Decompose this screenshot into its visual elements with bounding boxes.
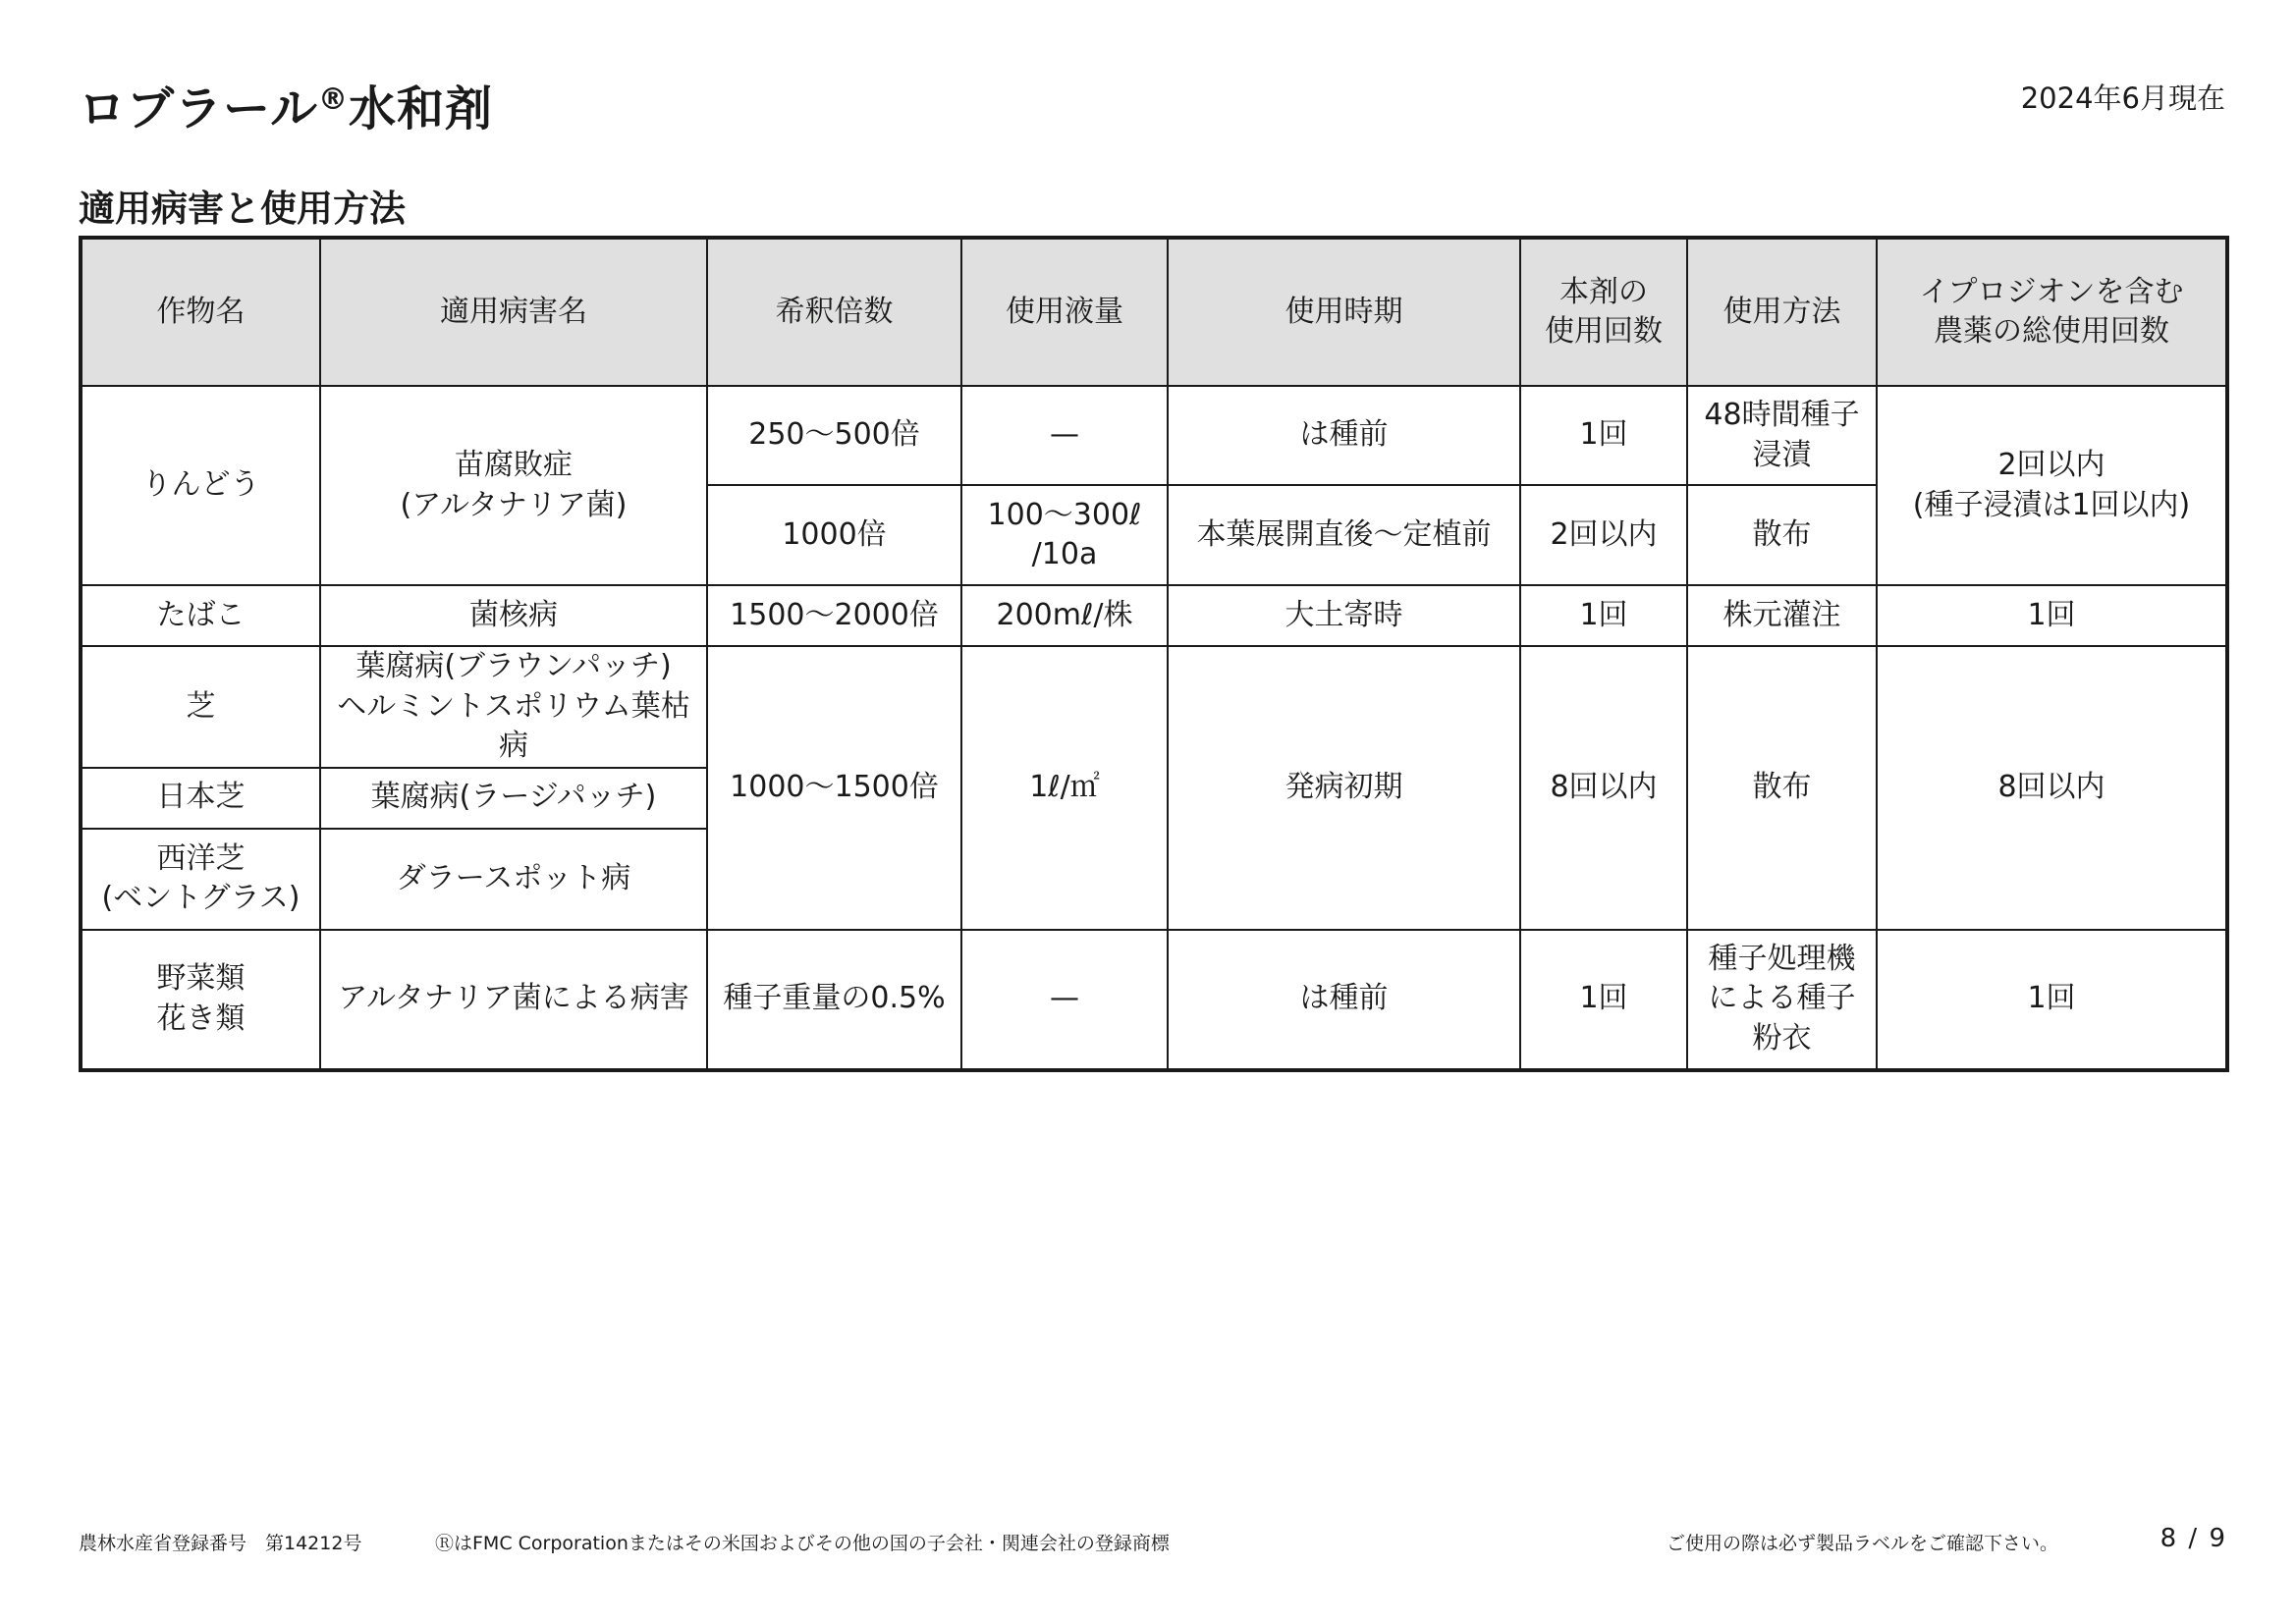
cell-total-count: 1回 [1877, 585, 2227, 646]
label-check-note: ご使用の際は必ず製品ラベルをご確認下さい。 [1667, 1533, 2059, 1554]
header-count: 本剤の 使用回数 [1520, 238, 1687, 386]
cell-crop: たばこ [81, 585, 320, 646]
cell-total-count: 2回以内 (種子浸漬は1回以内) [1877, 386, 2227, 585]
cell-dilution: 250〜500倍 [707, 386, 961, 485]
cell-timing: は種前 [1168, 386, 1520, 485]
cell-volume: 200mℓ/株 [961, 585, 1168, 646]
header-disease: 適用病害名 [320, 238, 707, 386]
cell-count: 1回 [1520, 585, 1687, 646]
as-of-date: 2024年6月現在 [2020, 81, 2225, 115]
cell-count: 1回 [1520, 386, 1687, 485]
header-timing: 使用時期 [1168, 238, 1520, 386]
cell-timing: 本葉展開直後〜定植前 [1168, 485, 1520, 585]
cell-timing: 発病初期 [1168, 646, 1520, 930]
cell-method: 48時間種子 浸漬 [1687, 386, 1877, 485]
header-method: 使用方法 [1687, 238, 1877, 386]
document-title [79, 71, 493, 138]
cell-count: 2回以内 [1520, 485, 1687, 585]
page-number: 8 / 9 [2159, 1524, 2227, 1553]
cell-timing: は種前 [1168, 930, 1520, 1070]
table-row [81, 386, 2227, 485]
cell-volume: — [961, 386, 1168, 485]
cell-dilution: 1000〜1500倍 [707, 646, 961, 930]
registered-mark: ® [318, 82, 350, 117]
cell-disease: 菌核病 [320, 585, 707, 646]
cell-total-count: 1回 [1877, 930, 2227, 1070]
cell-disease: 葉腐病(ブラウンパッチ) ヘルミントスポリウム葉枯病 [320, 646, 707, 768]
cell-volume: 1ℓ/㎡ [961, 646, 1168, 930]
cell-method: 株元灌注 [1687, 585, 1877, 646]
header-volume: 使用液量 [961, 238, 1168, 386]
cell-dilution: 1500〜2000倍 [707, 585, 961, 646]
cell-method: 散布 [1687, 646, 1877, 930]
registration-number: 農林水産省登録番号 第14212号 [79, 1533, 362, 1554]
table-header-row [81, 238, 2227, 386]
header-dilution: 希釈倍数 [707, 238, 961, 386]
cell-count: 8回以内 [1520, 646, 1687, 930]
section-title: 適用病害と使用方法 [79, 188, 406, 230]
cell-method: 散布 [1687, 485, 1877, 585]
cell-disease: アルタナリア菌による病害 [320, 930, 707, 1070]
cell-volume: — [961, 930, 1168, 1070]
cell-timing: 大土寄時 [1168, 585, 1520, 646]
header-total-count: イプロジオンを含む 農薬の総使用回数 [1877, 238, 2227, 386]
table-row [81, 646, 2227, 768]
cell-disease: ダラースポット病 [320, 829, 707, 930]
cell-crop: 日本芝 [81, 768, 320, 829]
cell-crop: 野菜類 花き類 [81, 930, 320, 1070]
trademark-notice: ⓇはFMC Corporationまたはその米国およびその他の国の子会社・関連会社の登録商標 [435, 1533, 1170, 1554]
title-tail: 水和剤 [349, 81, 494, 136]
cell-disease: 葉腐病(ラージパッチ) [320, 768, 707, 829]
title-main: ロブラール [79, 81, 319, 136]
cell-volume: 100〜300ℓ /10a [961, 485, 1168, 585]
cell-method: 種子処理機 による種子 粉衣 [1687, 930, 1877, 1070]
cell-dilution: 1000倍 [707, 485, 961, 585]
table-row [81, 585, 2227, 646]
cell-crop: 芝 [81, 646, 320, 768]
cell-crop: りんどう [81, 386, 320, 585]
cell-crop: 西洋芝 (ベントグラス) [81, 829, 320, 930]
cell-dilution: 種子重量の0.5% [707, 930, 961, 1070]
usage-table [79, 236, 2229, 1072]
table-row [81, 930, 2227, 1070]
header-crop: 作物名 [81, 238, 320, 386]
cell-disease: 苗腐敗症 (アルタナリア菌) [320, 386, 707, 585]
cell-count: 1回 [1520, 930, 1687, 1070]
cell-total-count: 8回以内 [1877, 646, 2227, 930]
